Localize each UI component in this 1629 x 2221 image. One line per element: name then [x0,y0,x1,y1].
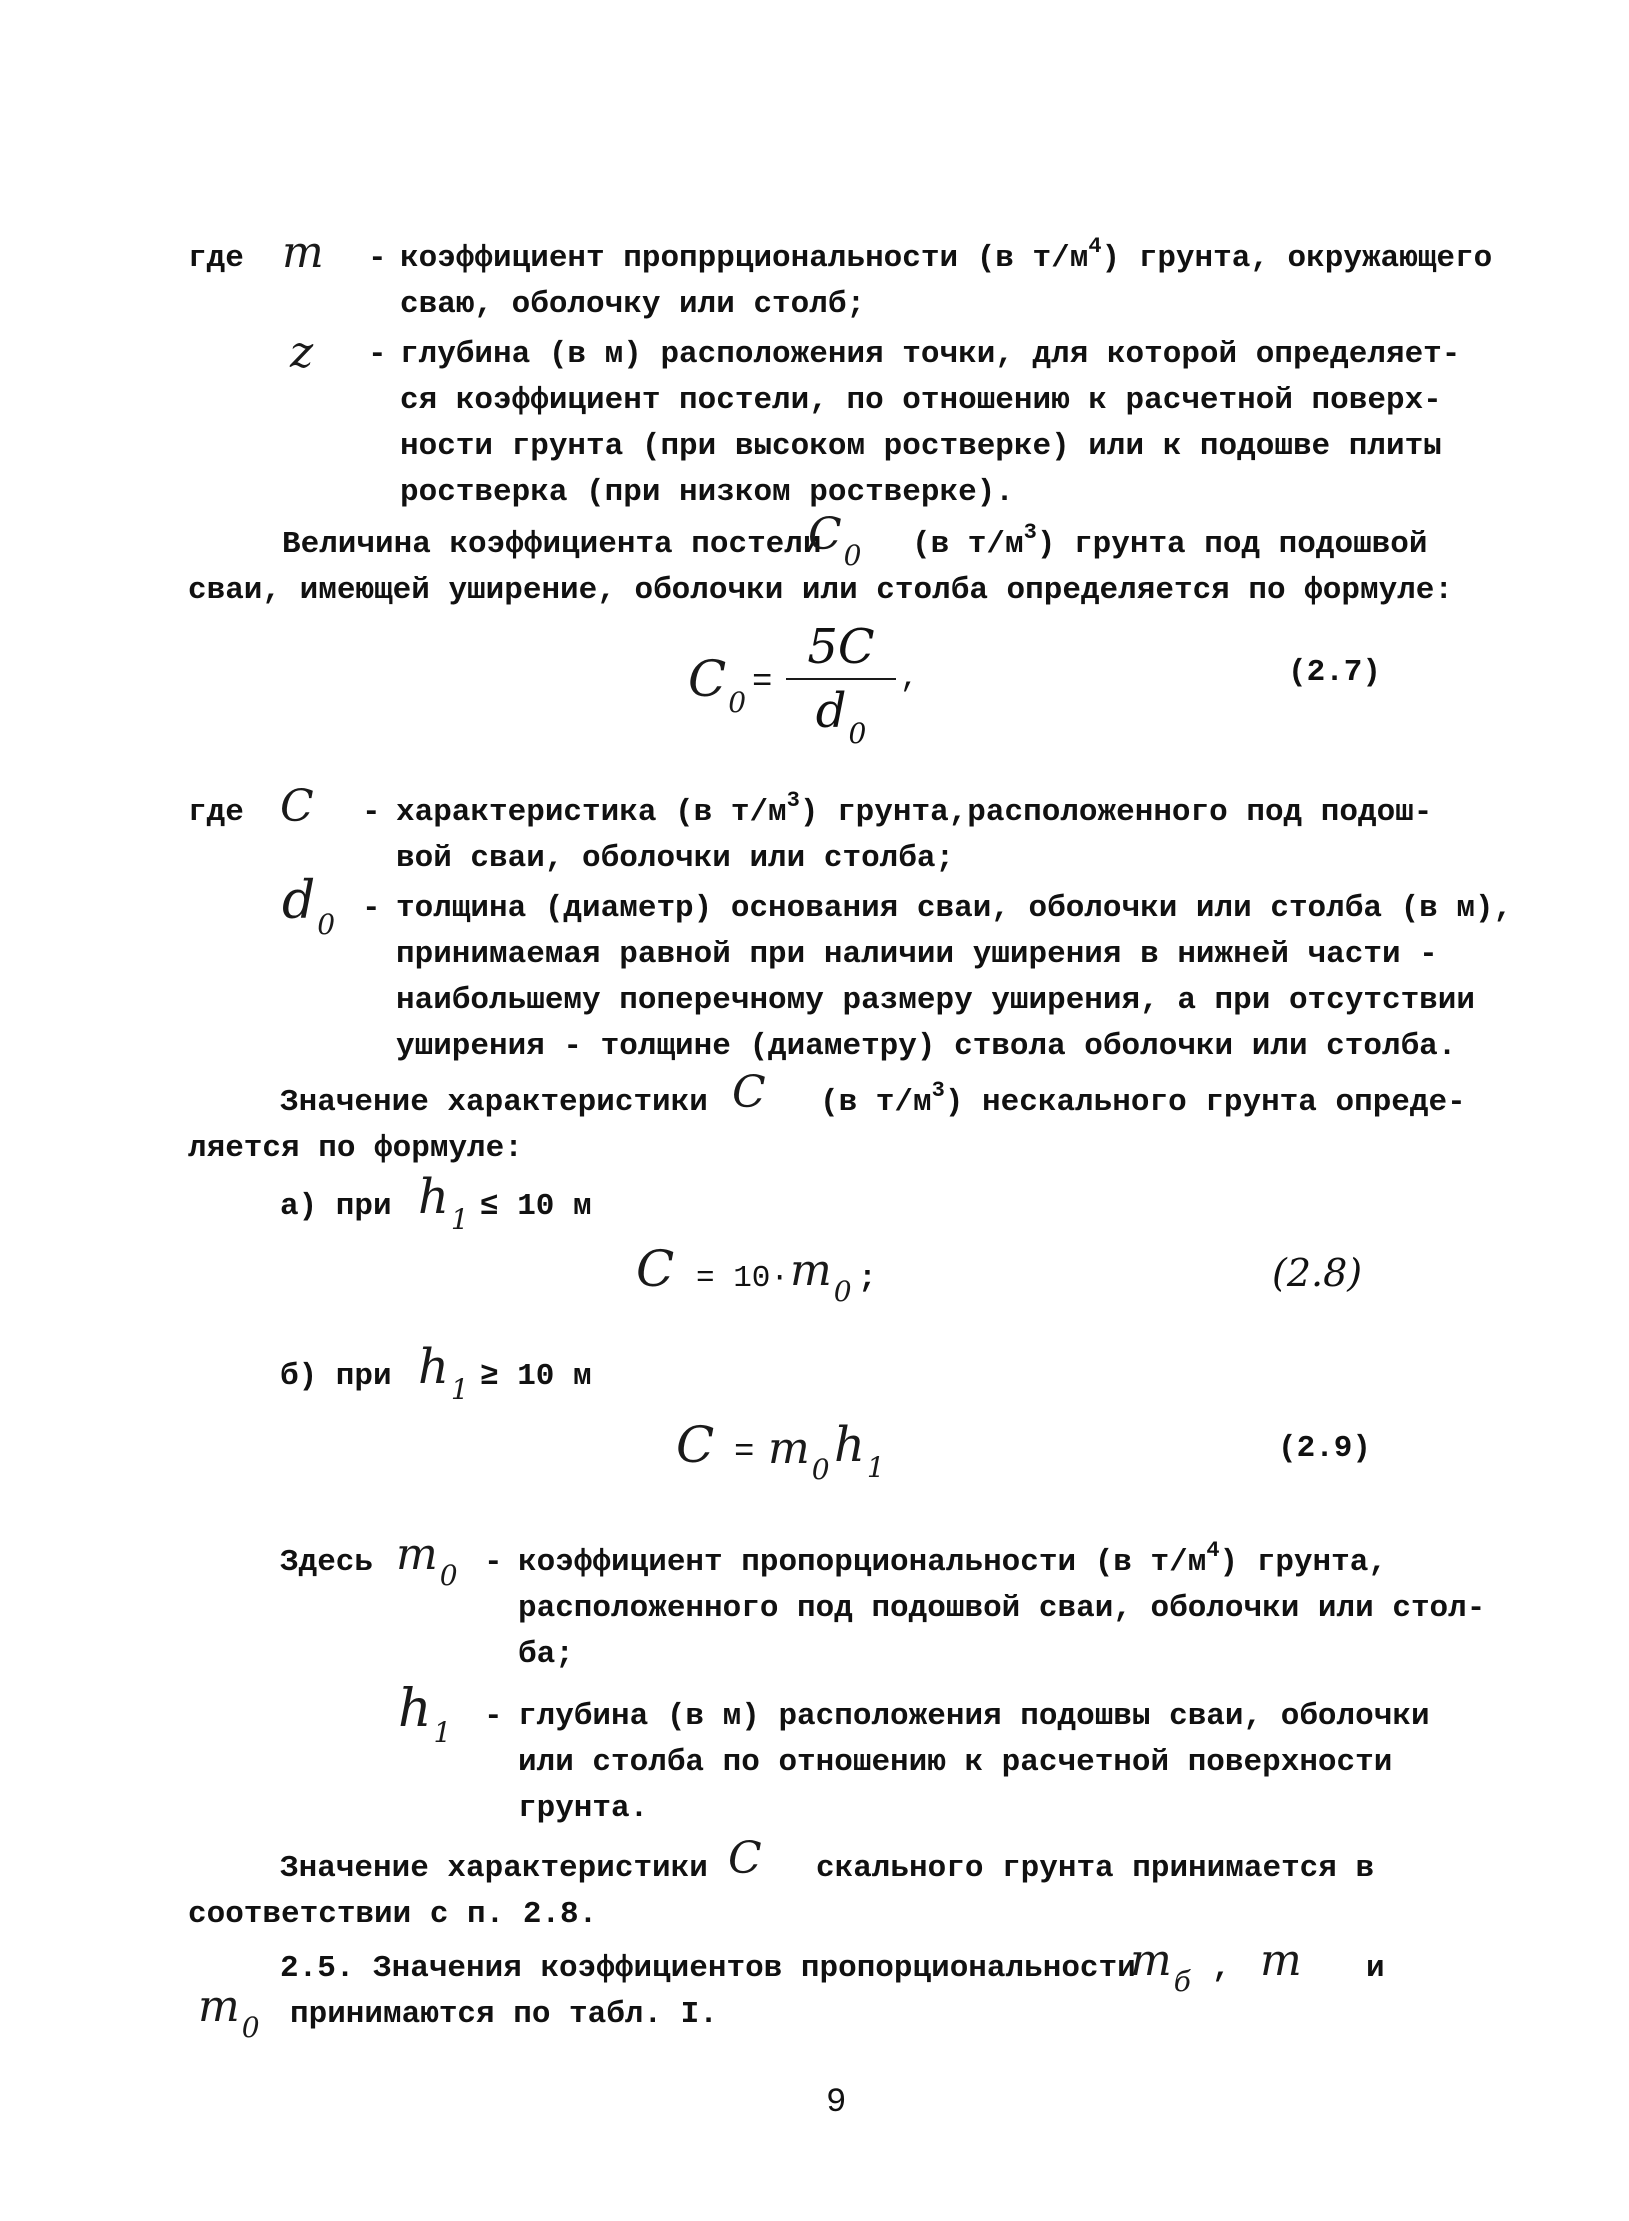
dash: - [362,891,381,926]
eq29-h1: $h_1$ [834,1417,885,1484]
para1-line2: сваи, имеющей уширение, оболочки или столба определяется по формуле: [188,573,1454,608]
symbol-m: m [282,227,324,278]
c-description-line2: вой сваи, оболочки или столба; [396,841,955,876]
z-description-line2: ся коэффициент постели, по отношению к расчетной поверх- [400,383,1442,418]
symbol-m0: $m_0$ [396,1529,458,1592]
dash: - [362,795,381,830]
symbol-z: z [290,327,314,378]
where-label: где [188,241,244,276]
m0-description-line2: расположенного под подошвой сваи, оболочки или стол- [518,1591,1486,1626]
symbol-c: C [728,1833,762,1884]
h1-description-line2: или столба по отношению к расчетной поверхности [518,1745,1393,1780]
c-description-line1: характеристика (в $т/м^3$) грунта,расположенного под подош- [396,788,1433,830]
dash: - [368,337,387,372]
fraction-bar [786,678,896,680]
m-description-line1: коэффициент пропррциональности (в $т/м^4$) грунта, окружающего [400,234,1493,276]
eq27-number: (2.7) [1288,655,1382,690]
h1-description-line3: грунта. [518,1791,649,1826]
m0-description-line3: ба; [518,1637,574,1672]
page-number: 9 [826,2084,847,2122]
symbol-h1: $h_1$ [418,1169,469,1236]
eq28-rhs-coef: = 10· [696,1261,790,1296]
para3-line1a: Значение характеристики [280,1851,708,1886]
case-a-condition: ≤ 10 м [480,1189,592,1224]
dash: - [484,1545,503,1580]
para4-line2: принимаются по табл. I. [290,1997,718,2032]
symbol-m: m [1260,1935,1302,1986]
para3-line2: соответствии с п. 2.8. [188,1897,598,1932]
symbol-m0: $m_0$ [198,1981,260,2044]
d0-description-line3: наибольшему поперечному размеру уширения, а при отсутствии [396,983,1475,1018]
z-description-line4: ростверка (при низком ростверке). [400,475,1014,510]
eq27-numerator: 5C [807,619,875,675]
dash: - [368,241,387,276]
eq27-denominator: $d_0$ [815,683,867,750]
h1-description-line1: глубина (в м) расположения подошвы сваи, оболочки [518,1699,1430,1734]
m-description-line2: сваю, оболочку или столб; [400,287,866,322]
here-label: Здесь [280,1545,374,1580]
symbol-h1: $h_1$ [398,1679,452,1749]
eq28-lhs: C [636,1240,675,1298]
symbol-c: C [280,781,314,832]
d0-description-line2: принимаемая равной при наличии уширения в нижней части - [396,937,1438,972]
eq29-m0: $m_0$ [768,1423,830,1486]
para2-line1b: (в $т/м^3$) нескального грунта опреде- [820,1078,1466,1120]
and-word: и [1366,1951,1385,1986]
dash: - [484,1699,503,1734]
eq27-equals: = [752,664,773,702]
case-b-condition: ≥ 10 м [480,1359,592,1394]
comma: , [1212,1951,1231,1986]
m0-description-line1: коэффициент пропорциональности (в $т/м^4$) грунта, [518,1538,1387,1580]
z-description-line1: глубина (в м) расположения точки, для которой определяет- [400,337,1461,372]
eq28-rhs-m0: $m_0$ [790,1245,852,1308]
para4-line1: 2.5. Значения коэффициентов пропорциональности [280,1951,1136,1986]
case-b-label: б) при [280,1359,392,1394]
eq29-number: (2.9) [1278,1431,1372,1466]
d0-description-line4: уширения - толщине (диаметру) ствола оболочки или столба. [396,1029,1457,1064]
z-description-line3: ности грунта (при высоком ростверке) или к подошве плиты [400,429,1442,464]
eq27-comma: , [900,661,919,696]
eq29-lhs: C [676,1416,715,1474]
d0-description-line1: толщина (диаметр) основания сваи, оболочки или столба (в м), [396,891,1513,926]
eq29-equals: = [734,1434,755,1472]
para1-line1b: (в $т/м^3$) грунта под подошвой [912,520,1428,562]
case-a-label: а) при [280,1189,392,1224]
symbol-c: C [732,1067,766,1118]
where-label: где [188,795,244,830]
para1-line1a: Величина коэффициента постели [282,527,822,562]
para3-line1b: скального грунта принимается в [816,1851,1375,1886]
symbol-h1: $h_1$ [418,1339,469,1406]
eq28-number: (2.8) [1272,1251,1363,1295]
eq27-lhs: $C_0$ [688,650,747,719]
eq27-fraction [786,618,896,750]
para2-line1a: Значение характеристики [280,1085,708,1120]
symbol-c0: $C_0$ [808,509,862,572]
symbol-d0: $d_0$ [282,871,336,941]
symbol-m-b: $m_б$ [1130,1935,1191,1998]
para2-line2: ляется по формуле: [188,1131,523,1166]
eq28-semicolon: ; [858,1261,877,1296]
